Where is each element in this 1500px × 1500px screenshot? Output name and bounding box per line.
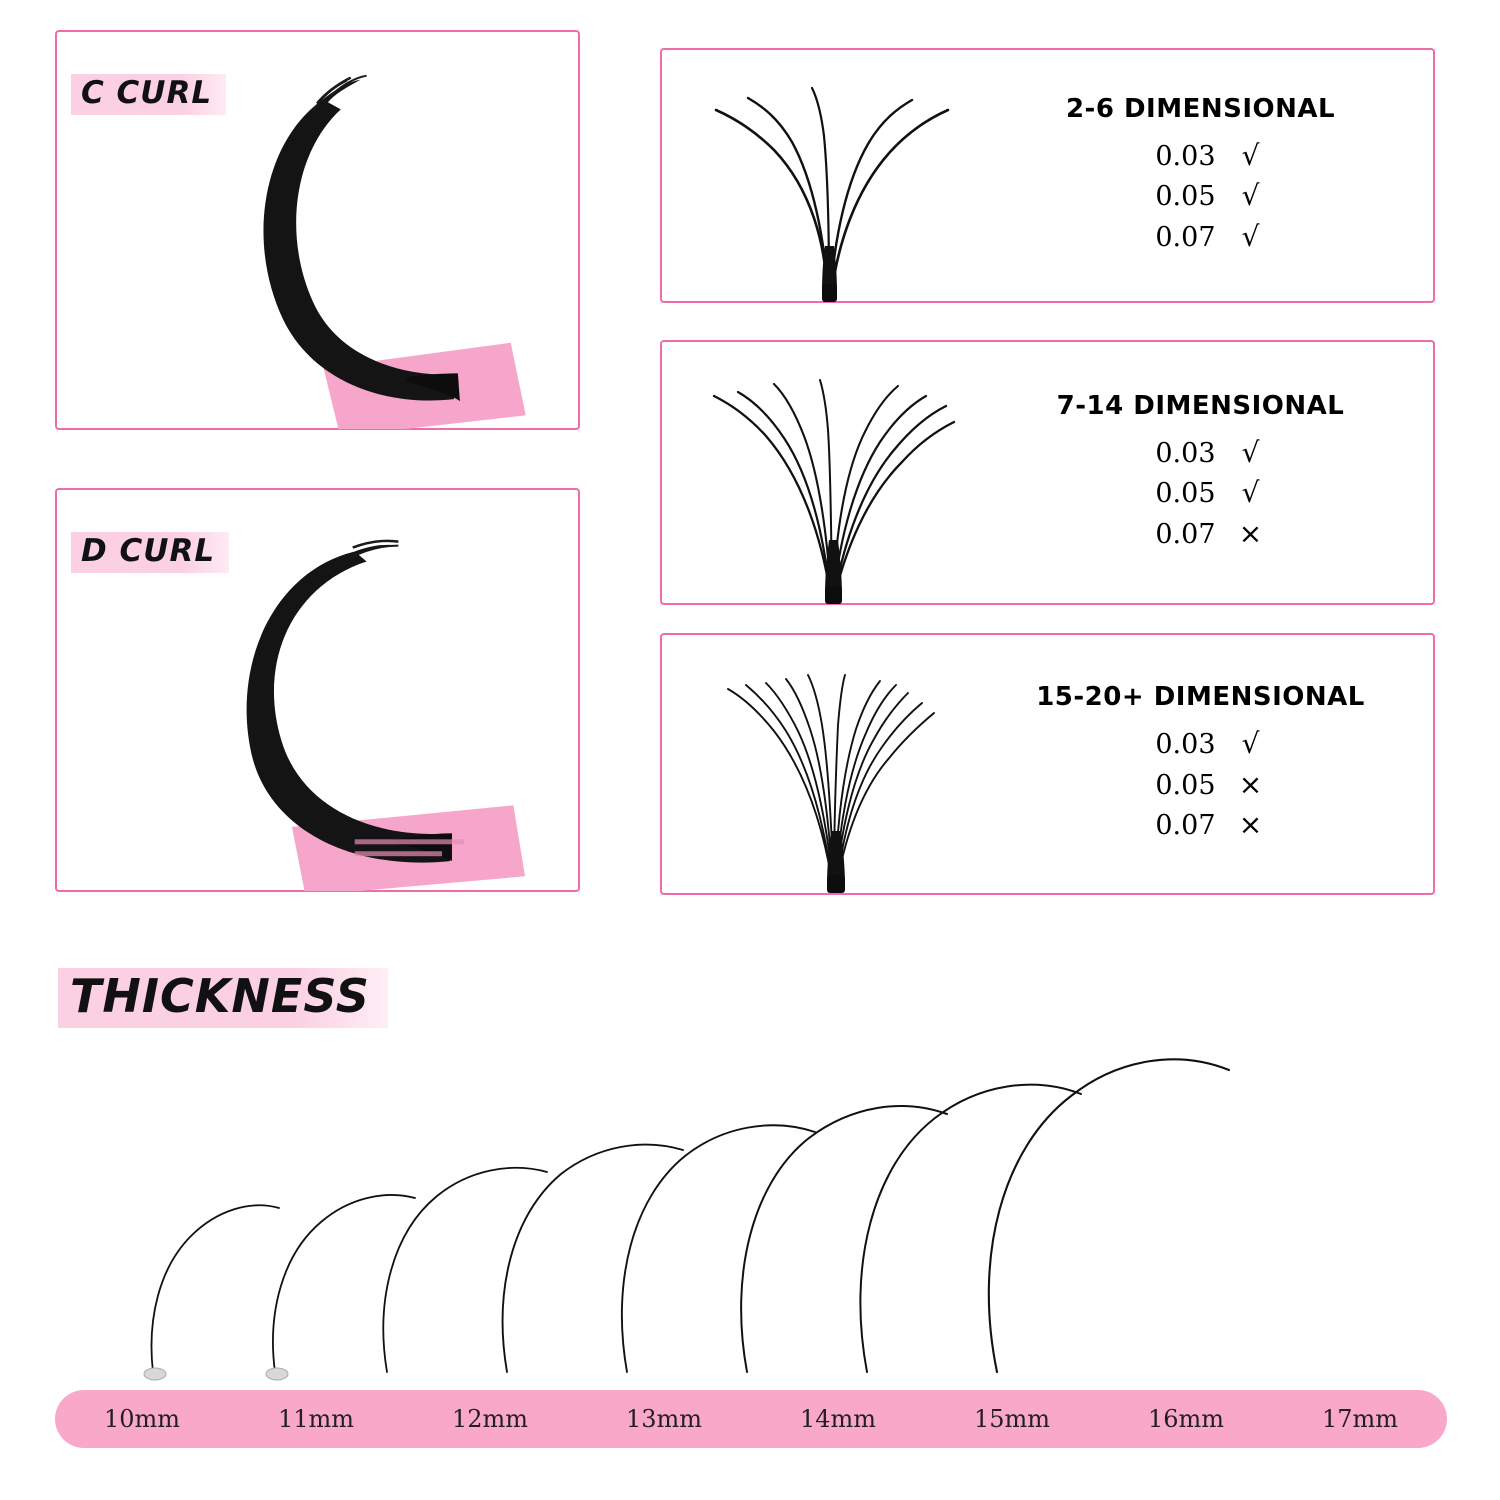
spec-row	[1116, 805, 1286, 846]
size-label-15mm: 15mm	[973, 1405, 1051, 1433]
spec-size: 0.05	[1155, 181, 1216, 213]
size-label-11mm: 11mm	[277, 1405, 355, 1433]
dimensional-panel-7-14	[660, 340, 1435, 605]
dimensional-panel-2-6	[660, 48, 1435, 303]
thickness-label: THICKNESS	[58, 968, 388, 1028]
dimensional-text-2-6	[992, 94, 1433, 258]
spec-list	[1116, 136, 1286, 258]
size-label-13mm: 13mm	[625, 1405, 703, 1433]
dimensional-title: 2-6 DIMENSIONAL	[1065, 93, 1336, 124]
spec-mark-cross: ×	[1238, 516, 1263, 550]
spec-row	[1116, 176, 1286, 217]
spec-row	[1116, 765, 1286, 806]
spec-size: 0.07	[1155, 221, 1216, 253]
d-curl-panel	[55, 488, 580, 892]
spec-mark-check: √	[1241, 476, 1260, 510]
spec-mark-check: √	[1241, 435, 1260, 469]
spec-size: 0.05	[1155, 478, 1216, 510]
d-curl-label: D CURL	[71, 532, 229, 573]
size-label-14mm: 14mm	[799, 1405, 877, 1433]
spec-mark-cross: ×	[1238, 808, 1263, 842]
fan-svg-5d	[662, 50, 992, 305]
spec-mark-check: √	[1241, 179, 1260, 213]
spec-mark-check: √	[1241, 727, 1260, 761]
fan-illustration-7-14	[662, 342, 992, 603]
spec-list	[1116, 724, 1286, 846]
dimensional-text-7-14	[992, 391, 1433, 555]
thickness-illustration	[55, 1000, 1445, 1390]
spec-row	[1116, 136, 1286, 177]
fan-svg-20d	[662, 635, 992, 897]
spec-row	[1116, 724, 1286, 765]
size-label-10mm: 10mm	[103, 1405, 181, 1433]
spec-mark-check: √	[1241, 138, 1260, 172]
spec-row	[1116, 217, 1286, 258]
c-curl-panel	[55, 30, 580, 430]
dimensional-title: 7-14 DIMENSIONAL	[1056, 390, 1345, 421]
spec-size: 0.07	[1155, 518, 1216, 550]
spec-list	[1116, 433, 1286, 555]
c-curl-label: C CURL	[71, 74, 226, 115]
size-bar	[55, 1390, 1447, 1448]
spec-size: 0.03	[1155, 437, 1216, 469]
spec-row	[1116, 514, 1286, 555]
dimensional-title: 15-20+ DIMENSIONAL	[1036, 682, 1365, 713]
size-label-16mm: 16mm	[1147, 1405, 1225, 1433]
spec-size: 0.03	[1155, 729, 1216, 761]
dimensional-panel-15-20	[660, 633, 1435, 895]
spec-size: 0.05	[1155, 769, 1216, 801]
spec-mark-cross: ×	[1238, 767, 1263, 801]
spec-row	[1116, 433, 1286, 474]
fan-illustration-15-20	[662, 635, 992, 893]
fan-svg-10d	[662, 342, 992, 607]
dimensional-text-15-20	[992, 682, 1433, 846]
fan-illustration-2-6	[662, 50, 992, 301]
spec-row	[1116, 473, 1286, 514]
size-label-17mm: 17mm	[1321, 1405, 1399, 1433]
size-label-12mm: 12mm	[451, 1405, 529, 1433]
spec-size: 0.03	[1155, 140, 1216, 172]
spec-mark-check: √	[1241, 219, 1260, 253]
spec-size: 0.07	[1155, 810, 1216, 842]
